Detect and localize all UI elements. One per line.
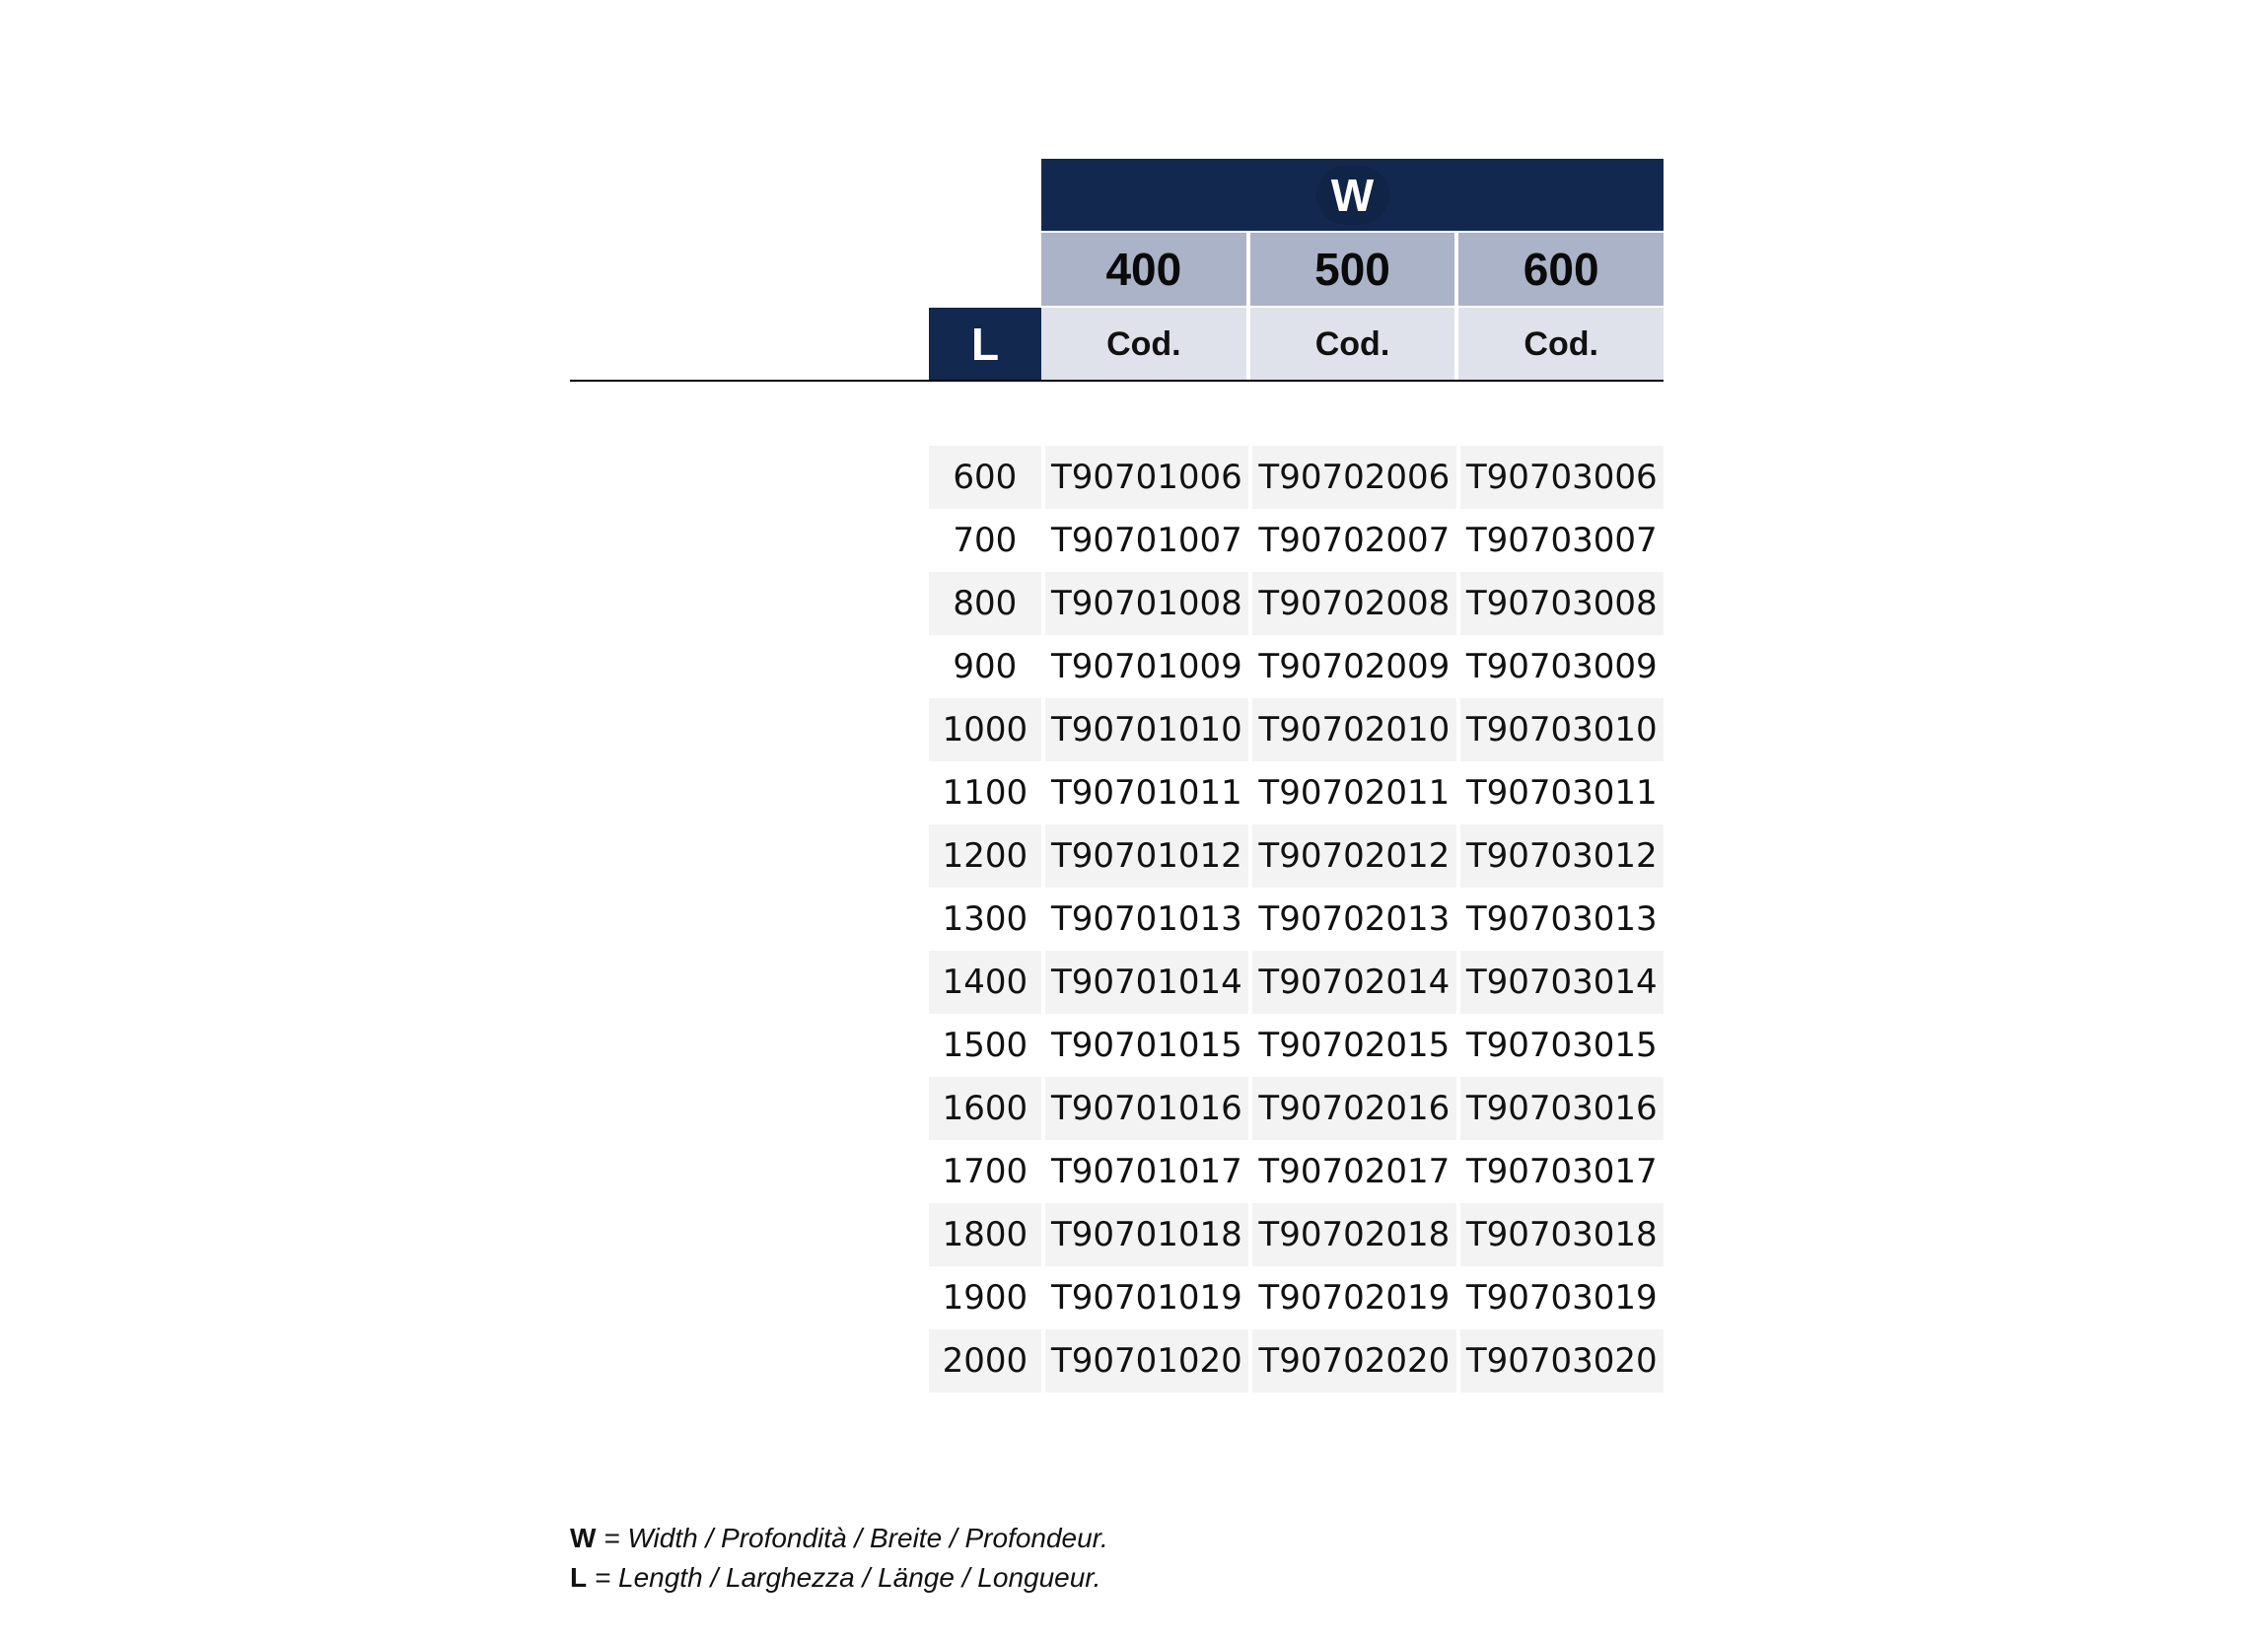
code-cell: T90703008 (1460, 572, 1664, 635)
legend-length-line (570, 1558, 1108, 1598)
length-cell: 1300 (942, 899, 1028, 939)
length-header: L (929, 308, 1041, 381)
table-row (929, 1077, 1664, 1140)
length-cell: 1500 (942, 1026, 1028, 1065)
length-cell: 900 (953, 647, 1018, 686)
code-cell: T90701020 (1045, 1329, 1248, 1392)
length-cell: 1200 (929, 824, 1041, 888)
code-cell: T90703020 (1460, 1329, 1664, 1392)
table-row (929, 698, 1664, 761)
length-cell: 1400 (929, 951, 1041, 1014)
code-cell: T90702014 (1252, 951, 1455, 1014)
table-row (929, 951, 1664, 1014)
code-cell: T90701006 (1045, 446, 1248, 509)
code-cell: T90703011 (1465, 773, 1658, 813)
cod-label-600: Cod. (1458, 308, 1664, 381)
length-cell: 1900 (942, 1278, 1028, 1318)
legend-width-line (570, 1519, 1108, 1558)
table-row (929, 1329, 1664, 1392)
code-cell: T90702017 (1258, 1152, 1451, 1191)
code-cell: T90703006 (1460, 446, 1664, 509)
code-cell: T90703010 (1460, 698, 1664, 761)
code-cell: T90701011 (1050, 773, 1242, 813)
code-cell: T90703012 (1460, 824, 1664, 888)
code-cell: T90702020 (1252, 1329, 1455, 1392)
table-row (929, 572, 1664, 635)
code-cell: T90701015 (1050, 1026, 1242, 1065)
code-cell: T90702016 (1252, 1077, 1455, 1140)
cod-label-400: Cod. (1041, 308, 1246, 381)
width-values-row (1041, 233, 1664, 306)
code-cell: T90701008 (1045, 572, 1248, 635)
code-cell: T90703015 (1465, 1026, 1658, 1065)
code-cell: T90703016 (1460, 1077, 1664, 1140)
code-cell: T90701016 (1045, 1077, 1248, 1140)
code-table (929, 446, 1664, 1392)
length-cell: 800 (929, 572, 1041, 635)
width-500: 500 (1250, 233, 1455, 306)
table-row (929, 446, 1664, 509)
length-cell: 600 (929, 446, 1041, 509)
code-cell: T90701009 (1050, 647, 1242, 686)
code-cell: T90703014 (1460, 951, 1664, 1014)
table-row (929, 1014, 1664, 1077)
code-cell: T90702015 (1258, 1026, 1451, 1065)
table-row (929, 635, 1664, 698)
code-cell: T90703013 (1465, 899, 1658, 939)
table-row (929, 1140, 1664, 1203)
code-cell: T90702006 (1252, 446, 1455, 509)
code-cell: T90703019 (1465, 1278, 1658, 1318)
code-cell: T90701012 (1045, 824, 1248, 888)
length-cell: 1000 (929, 698, 1041, 761)
code-cell: T90701018 (1045, 1203, 1248, 1266)
length-cell: 2000 (929, 1329, 1041, 1392)
table-row (929, 1203, 1664, 1266)
code-label-row (1041, 308, 1664, 381)
code-cell: T90701017 (1050, 1152, 1242, 1191)
legend-width-key: W (570, 1523, 597, 1553)
code-cell: T90702013 (1258, 899, 1451, 939)
code-cell: T90702018 (1252, 1203, 1455, 1266)
code-cell: T90703018 (1460, 1203, 1664, 1266)
width-header (1041, 159, 1664, 231)
code-cell: T90702010 (1252, 698, 1455, 761)
code-cell: T90702011 (1258, 773, 1451, 813)
table-row (929, 824, 1664, 888)
cod-label-500: Cod. (1250, 308, 1455, 381)
length-cell: 700 (953, 521, 1018, 560)
code-cell: T90702008 (1252, 572, 1455, 635)
code-cell: T90703017 (1465, 1152, 1658, 1191)
length-cell: 1600 (929, 1077, 1041, 1140)
code-cell: T90702009 (1258, 647, 1451, 686)
table-row (929, 1266, 1664, 1329)
code-cell: T90702019 (1258, 1278, 1451, 1318)
width-600: 600 (1458, 233, 1664, 306)
legend-width-text: = Width / Profondità / Breite / Profondeur. (596, 1523, 1108, 1553)
table-row (929, 888, 1664, 951)
code-cell: T90703007 (1465, 521, 1658, 560)
code-cell: T90701019 (1050, 1278, 1242, 1318)
legend-length-key: L (570, 1562, 588, 1593)
table-row (929, 509, 1664, 572)
legend (570, 1519, 1108, 1598)
width-header-label: W (1316, 166, 1389, 225)
code-cell: T90703009 (1465, 647, 1658, 686)
length-cell: 1100 (942, 773, 1028, 813)
legend-length-text: = Length / Larghezza / Länge / Longueur. (587, 1562, 1101, 1593)
table-row (929, 761, 1664, 824)
header-divider (570, 380, 1664, 382)
length-cell: 1800 (929, 1203, 1041, 1266)
width-400: 400 (1041, 233, 1246, 306)
code-cell: T90701007 (1050, 521, 1242, 560)
code-cell: T90701010 (1045, 698, 1248, 761)
code-cell: T90702012 (1252, 824, 1455, 888)
code-cell: T90702007 (1258, 521, 1451, 560)
code-cell: T90701014 (1045, 951, 1248, 1014)
length-cell: 1700 (942, 1152, 1028, 1191)
code-cell: T90701013 (1050, 899, 1242, 939)
